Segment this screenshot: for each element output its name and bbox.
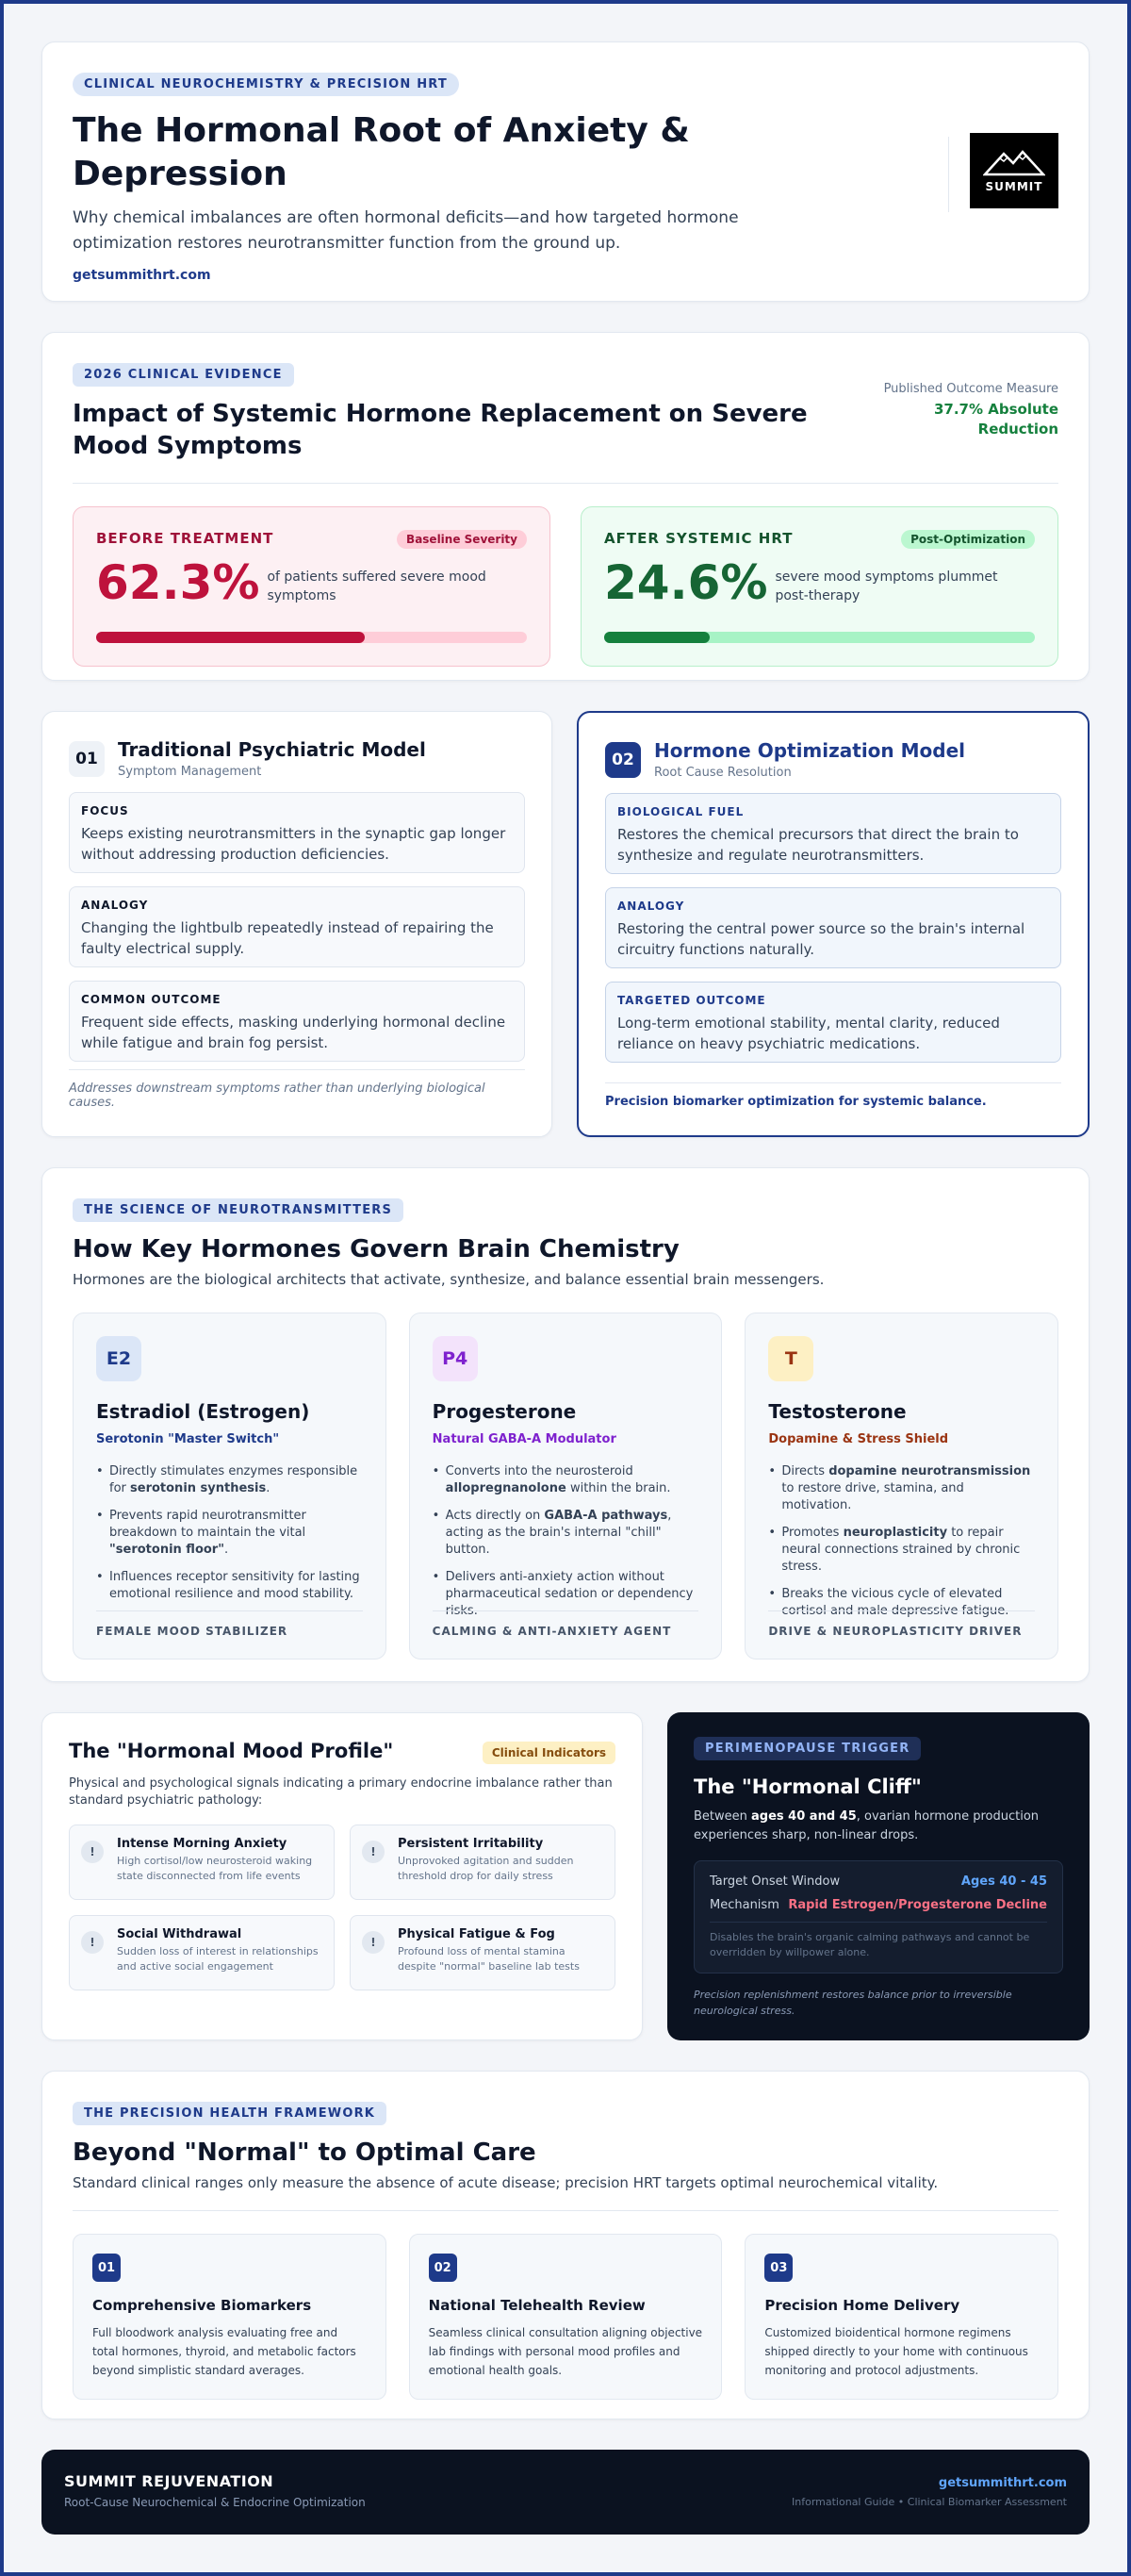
hormonal-cliff-card	[667, 1712, 1090, 2040]
mechanism-label: Mechanism	[710, 1898, 779, 1912]
science-title: How Key Hormones Govern Brain Chemistry	[73, 1235, 680, 1263]
alert-icon: !	[81, 1931, 104, 1954]
header-eyebrow: CLINICAL NEUROCHEMISTRY & PRECISION HRT	[73, 73, 459, 96]
symptom-desc: Sudden loss of interest in relationships and active social engagement	[117, 1945, 319, 1973]
mood-profile-card	[41, 1712, 643, 2040]
symptom-card	[69, 1915, 335, 1990]
before-progress-fill	[96, 632, 365, 643]
model-subtitle: Root Cause Resolution	[654, 766, 792, 780]
model-number: 01	[69, 741, 105, 777]
step-title: Comprehensive Biomarkers	[92, 2297, 312, 2314]
model-item-key: ANALOGY	[617, 900, 685, 913]
model-item-value: Keeps existing neurotransmitters in the synaptic gap longer without addressing production deficiencies.	[81, 825, 506, 863]
outcome-measure	[884, 382, 1058, 439]
cliff-note: Disables the brain's organic calming pathways and cannot be overridden by willpower alone.	[710, 1922, 1047, 1960]
model-item-key: FOCUS	[81, 804, 129, 817]
framework-step	[745, 2234, 1058, 2400]
model-item	[605, 793, 1061, 874]
step-desc: Seamless clinical consultation aligning objective lab findings with personal mood profiles and emotional health goals.	[428, 2326, 703, 2377]
profile-tag: Clinical Indicators	[483, 1742, 615, 1764]
after-value: 24.6%	[604, 555, 768, 610]
evidence-card	[41, 332, 1090, 681]
model-number: 02	[605, 742, 641, 778]
hormone-bullet: • Directs dopamine neurotransmission to restore drive, stamina, and motivation.	[768, 1463, 1035, 1514]
footer-brand: SUMMIT REJUVENATION	[64, 2472, 274, 2490]
hormone-bullet: • Acts directly on GABA-A pathways, acting as the brain's internal "chill" button.	[433, 1508, 699, 1559]
hormone-bullet: • Breaks the vicious cycle of elevated cortisol and male depressive fatigue.	[768, 1586, 1035, 1620]
symptom-desc: High cortisol/low neurosteroid waking state disconnected from life events	[117, 1855, 313, 1882]
science-eyebrow: THE SCIENCE OF NEUROTRANSMITTERS	[73, 1198, 403, 1222]
hormone-card-progesterone	[409, 1313, 723, 1660]
onset-label: Target Onset Window	[710, 1874, 841, 1889]
framework-subtitle: Standard clinical ranges only measure the absence of acute disease; precision HRT targets optimal neurochemical vitality.	[73, 2174, 939, 2191]
step-number: 02	[429, 2254, 457, 2282]
after-progress-bar	[604, 632, 1035, 643]
hormone-footer: CALMING & ANTI-ANXIETY AGENT	[433, 1610, 699, 1638]
onset-value: Ages 40 - 45	[960, 1874, 1047, 1889]
model-title: Hormone Optimization Model	[654, 739, 965, 762]
model-item	[605, 982, 1061, 1063]
hormone-role: Dopamine & Stress Shield	[768, 1432, 949, 1446]
step-desc: Full bloodwork analysis evaluating free and total hormones, thyroid, and metabolic factors beyond simplistic standard averages.	[92, 2326, 356, 2377]
model-footer: Precision biomarker optimization for systemic balance.	[605, 1082, 1061, 1109]
optimization-model-card	[577, 711, 1090, 1137]
hormone-bullet: • Promotes neuroplasticity to repair neural connections strained by chronic stress.	[768, 1525, 1035, 1576]
p4-icon: P4	[433, 1336, 478, 1381]
symptom-title: Physical Fatigue & Fog	[398, 1927, 555, 1941]
framework-step	[409, 2234, 723, 2400]
model-item-value: Long-term emotional stability, mental clarity, reduced reliance on heavy psychiatric medications.	[617, 1015, 1000, 1052]
alert-icon: !	[362, 1841, 385, 1863]
before-tag: Baseline Severity	[397, 530, 527, 549]
symptom-title: Social Withdrawal	[117, 1927, 242, 1941]
hormone-bullet: • Converts into the neurosteroid allopregnanolone within the brain.	[433, 1463, 699, 1497]
model-item-key: BIOLOGICAL FUEL	[617, 805, 745, 818]
symptom-card	[69, 1825, 335, 1900]
e2-icon: E2	[96, 1336, 141, 1381]
step-title: National Telehealth Review	[428, 2297, 646, 2314]
after-tag: Post-Optimization	[901, 530, 1035, 549]
framework-title: Beyond "Normal" to Optimal Care	[73, 2138, 536, 2167]
before-treatment-stat	[73, 506, 550, 667]
hormone-bullet: • Influences receptor sensitivity for lasting emotional resilience and mood stability.	[96, 1569, 363, 1603]
hormone-footer: DRIVE & NEUROPLASTICITY DRIVER	[768, 1610, 1035, 1638]
alert-icon: !	[81, 1841, 104, 1863]
model-item-value: Frequent side effects, masking underlying hormonal decline while fatigue and brain fog persist.	[81, 1014, 506, 1051]
before-value: 62.3%	[96, 555, 260, 610]
logo-text: SUMMIT	[985, 180, 1043, 193]
cliff-title: The "Hormonal Cliff"	[694, 1775, 922, 1798]
page-footer	[41, 2450, 1090, 2535]
framework-step	[73, 2234, 386, 2400]
cliff-desc: Between ages 40 and 45, ovarian hormone production experiences sharp, non-linear drops.	[694, 1809, 1040, 1842]
after-hrt-stat	[581, 506, 1058, 667]
model-item-key: COMMON OUTCOME	[81, 993, 221, 1006]
measure-label: Published Outcome Measure	[883, 382, 1058, 396]
evidence-title: Impact of Systemic Hormone Replacement on Severe Mood Symptoms	[73, 400, 808, 460]
before-desc: of patients suffered severe mood symptoms	[267, 570, 486, 603]
step-number: 03	[764, 2254, 793, 2282]
hormone-name: Estradiol (Estrogen)	[96, 1400, 310, 1423]
after-desc: severe mood symptoms plummet post-therapy	[775, 570, 998, 603]
alert-icon: !	[362, 1931, 385, 1954]
science-subtitle: Hormones are the biological architects that activate, synthesize, and balance essential brain messengers.	[73, 1271, 825, 1288]
footer-tagline: Root-Cause Neurochemical & Endocrine Optimization	[64, 2496, 366, 2509]
hormone-card-testosterone	[745, 1313, 1058, 1660]
before-label: BEFORE TREATMENT	[96, 530, 274, 547]
mechanism-value: Rapid Estrogen/Progesterone Decline	[788, 1898, 1047, 1912]
site-link[interactable]: getsummithrt.com	[73, 268, 211, 283]
t-icon: T	[768, 1336, 813, 1381]
model-item	[69, 886, 525, 967]
model-item	[69, 792, 525, 873]
hormone-bullet: • Prevents rapid neurotransmitter breakdown to maintain the vital "serotonin floor".	[96, 1508, 363, 1559]
profile-cliff-row	[41, 1712, 1090, 2040]
symptom-title: Intense Morning Anxiety	[117, 1837, 287, 1851]
model-title: Traditional Psychiatric Model	[118, 738, 426, 761]
hormone-role: Natural GABA-A Modulator	[432, 1432, 616, 1446]
framework-card	[41, 2071, 1090, 2419]
symptom-title: Persistent Irritability	[398, 1837, 544, 1851]
hormone-card-estradiol	[73, 1313, 386, 1660]
footer-link[interactable]: getsummithrt.com	[938, 2476, 1067, 2490]
model-item-value: Restoring the central power source so the brain's internal circuitry functions naturally.	[617, 920, 1025, 958]
measure-value: 37.7% Absolute Reduction	[933, 401, 1058, 438]
symptom-card	[350, 1825, 615, 1900]
traditional-model-card	[41, 711, 552, 1137]
cliff-details	[694, 1860, 1063, 1973]
model-item-value: Restores the chemical precursors that direct the brain to synthesize and regulate neurotransmitters.	[617, 826, 1019, 864]
cliff-footer: Precision replenishment restores balance prior to irreversible neurological stress.	[694, 1989, 1012, 2017]
models-comparison	[41, 711, 1090, 1137]
framework-divider	[73, 2210, 1058, 2211]
cliff-eyebrow: PERIMENOPAUSE TRIGGER	[694, 1737, 921, 1760]
profile-desc: Physical and psychological signals indicating a primary endocrine imbalance rather than standard psychiatric pathology:	[69, 1776, 613, 1808]
after-progress-fill	[604, 632, 710, 643]
step-desc: Customized bioidentical hormone regimens shipped directly to your home with continuous monitoring and protocol adjustments.	[764, 2326, 1028, 2377]
footer-meta: Informational Guide • Clinical Biomarker Assessment	[792, 2496, 1067, 2508]
science-card	[41, 1167, 1090, 1682]
hormone-bullet: • Delivers anti-anxiety action without pharmaceutical sedation or dependency risks.	[433, 1569, 699, 1620]
profile-title: The "Hormonal Mood Profile"	[69, 1740, 394, 1762]
symptom-desc: Profound loss of mental stamina despite "normal" baseline lab tests	[398, 1945, 580, 1973]
header-divider	[948, 137, 949, 212]
model-item-key: ANALOGY	[81, 899, 149, 912]
hormone-role: Serotonin "Master Switch"	[96, 1432, 280, 1446]
model-item-value: Changing the lightbulb repeatedly instead of repairing the faulty electrical supply.	[81, 919, 494, 957]
model-subtitle: Symptom Management	[118, 765, 262, 779]
header-card	[41, 41, 1090, 302]
mountain-icon	[983, 148, 1045, 176]
hormone-footer: FEMALE MOOD STABILIZER	[96, 1610, 363, 1638]
framework-eyebrow: THE PRECISION HEALTH FRAMEWORK	[73, 2102, 386, 2125]
symptom-desc: Unprovoked agitation and sudden threshold drop for daily stress	[398, 1855, 574, 1882]
model-item-key: TARGETED OUTCOME	[617, 994, 766, 1007]
hormone-bullet: • Directly stimulates enzymes responsible for serotonin synthesis.	[96, 1463, 363, 1497]
model-item	[69, 981, 525, 1062]
symptom-card	[350, 1915, 615, 1990]
page-subtitle: Why chemical imbalances are often hormonal deficits—and how targeted hormone optimization restores neurotransmitter function from the ground up.	[73, 208, 739, 253]
hormone-name: Progesterone	[432, 1400, 577, 1423]
model-footer: Addresses downstream symptoms rather than underlying biological causes.	[69, 1069, 525, 1110]
step-title: Precision Home Delivery	[764, 2297, 960, 2314]
evidence-eyebrow: 2026 CLINICAL EVIDENCE	[73, 363, 294, 387]
evidence-divider	[73, 483, 1058, 484]
hormone-name: Testosterone	[768, 1400, 907, 1423]
summit-logo	[970, 133, 1058, 208]
after-label: AFTER SYSTEMIC HRT	[604, 530, 794, 547]
model-item	[605, 887, 1061, 968]
before-progress-bar	[96, 632, 527, 643]
page-title: The Hormonal Root of Anxiety & Depression	[73, 111, 690, 193]
step-number: 01	[92, 2254, 121, 2282]
